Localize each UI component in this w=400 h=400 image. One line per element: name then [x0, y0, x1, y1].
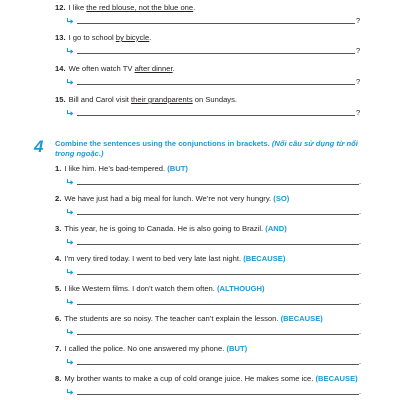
answer-line-2[interactable]: .: [66, 208, 362, 218]
answer-line-5[interactable]: .: [66, 298, 362, 308]
answer-line-4[interactable]: .: [66, 268, 362, 278]
answer-line: [77, 84, 355, 85]
conjunction-hint: (BECAUSE): [280, 314, 323, 323]
hook-arrow-icon: [66, 78, 74, 86]
hook-arrow-icon: [66, 208, 74, 216]
hook-arrow-icon: [66, 109, 74, 117]
question-13: 13. I go to school by bicycle.: [55, 33, 152, 42]
section-instruction: Combine the sentences using the conjunctions in brackets. (Nối câu sử dụng từ nối trong ngoặc.): [55, 139, 358, 158]
sentence-5: 5. I like Western films. I don’t watch them often. (ALTHOUGH): [55, 284, 265, 293]
conjunction-hint: (SO): [273, 194, 290, 203]
sentence-6: 6. The students are so noisy. The teacher can’t explain the lesson. (BECAUSE): [55, 314, 323, 323]
instruction-translation: (Nối câu sử dụng từ nối trong ngoặc.): [55, 139, 358, 158]
answer-line-3[interactable]: .: [66, 238, 362, 248]
answer-line-13[interactable]: ?: [66, 47, 358, 57]
answer-line-6[interactable]: .: [66, 328, 362, 338]
conjunction-hint: (BECAUSE): [315, 374, 358, 383]
hook-arrow-icon: [66, 178, 74, 186]
hook-arrow-icon: [66, 47, 74, 55]
answer-line-15[interactable]: ?: [66, 109, 358, 119]
answer-line: [77, 394, 359, 395]
hook-arrow-icon: [66, 17, 74, 25]
hook-arrow-icon: [66, 328, 74, 336]
conjunction-hint: (BUT): [167, 164, 188, 173]
underlined-phrase: after dinner: [134, 64, 173, 73]
answer-line: [77, 115, 355, 116]
answer-line: [77, 334, 359, 335]
underlined-phrase: by bicycle: [115, 33, 150, 42]
hook-arrow-icon: [66, 388, 74, 396]
sentence-4: 4. I’m very tired today. I went to bed very late last night. (BECAUSE): [55, 254, 286, 263]
answer-line: [77, 184, 359, 185]
answer-line: [77, 364, 359, 365]
answer-line-14[interactable]: ?: [66, 78, 358, 88]
answer-line-12[interactable]: ?: [66, 17, 358, 27]
answer-line: [77, 304, 359, 305]
conjunction-hint: (ALTHOUGH): [217, 284, 265, 293]
sentence-3: 3. This year, he is going to Canada. He is also going to Brazil. (AND): [55, 224, 287, 233]
sentence-2: 2. We have just had a big meal for lunch. We’re not very hungry. (SO): [55, 194, 290, 203]
conjunction-hint: (BECAUSE): [243, 254, 286, 263]
conjunction-hint: (AND): [265, 224, 287, 233]
sentence-7: 7. I called the police. No one answered my phone. (BUT): [55, 344, 248, 353]
underlined-phrase: the red blouse, not the blue one: [86, 3, 194, 12]
question-14: 14. We often watch TV after dinner.: [55, 64, 175, 73]
answer-line: [77, 214, 359, 215]
section-number: 4: [34, 137, 44, 156]
answer-line: [77, 274, 359, 275]
hook-arrow-icon: [66, 298, 74, 306]
question-12: 12. I like the red blouse, not the blue one.: [55, 3, 196, 12]
question-15: 15. Bill and Carol visit their grandparents on Sundays.: [55, 95, 237, 104]
answer-line: [77, 244, 359, 245]
conjunction-hint: (BUT): [226, 344, 248, 353]
hook-arrow-icon: [66, 358, 74, 366]
answer-line: [77, 23, 355, 24]
underlined-phrase: their grandparents: [131, 95, 193, 104]
answer-line: [77, 53, 355, 54]
hook-arrow-icon: [66, 238, 74, 246]
hook-arrow-icon: [66, 268, 74, 276]
answer-line-1[interactable]: .: [66, 178, 362, 188]
answer-line-8[interactable]: .: [66, 388, 362, 398]
answer-line-7[interactable]: .: [66, 358, 362, 368]
sentence-8: 8. My brother wants to make a cup of cold orange juice. He makes some ice. (BECAUSE): [55, 374, 358, 383]
sentence-1: 1. I like him. He’s bad-tempered. (BUT): [55, 164, 188, 173]
